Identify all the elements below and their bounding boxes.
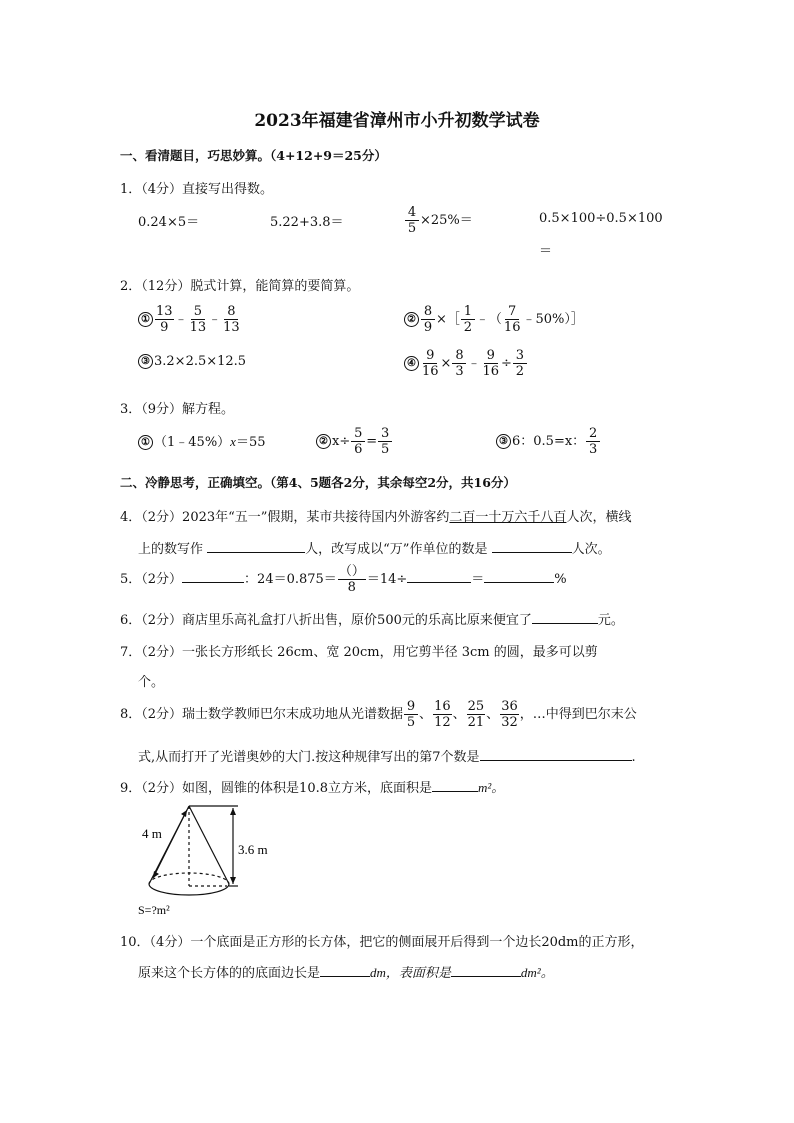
q8-line-1: 8．（2分）瑞士数学教师巴尔末成功地从光谱数据 $\frac{9}{5}$ 、 $\frac{16}{12}$ 、 $\frac{25}{21}$ 、 $\frac{36}{32}$ ，…中得到巴尔末公 bbox=[120, 699, 637, 730]
q4-blank-2[interactable] bbox=[492, 539, 572, 553]
slant-arrow bbox=[153, 810, 187, 878]
q1-item-b: 5.22+3.8＝ bbox=[270, 215, 344, 230]
q5-blank-3[interactable] bbox=[484, 569, 554, 583]
q5-line: 5．（2分） ：24＝0.875＝ $\frac{()}{8}$ ＝14÷ ＝ % bbox=[120, 564, 567, 595]
q6-line: 6．（2分）商店里乐高礼盒打八折出售，原价500元的乐高比原来便宜了 元。 bbox=[120, 609, 624, 628]
q2-expr-3: ③ 3.2×2.5×12.5 bbox=[138, 354, 246, 369]
q1-item-d-equals: ＝ bbox=[539, 244, 553, 259]
q3-equation-3: ③ 6：0.5=x： $\frac{2}{3}$ bbox=[496, 426, 601, 457]
section-2-heading: 二、冷静思考，正确填空。（第4、5题各2分，其余每空2分，共16分） bbox=[120, 475, 516, 490]
section-1-heading: 一、看清题目，巧思妙算。（4+12+9＝25分） bbox=[120, 148, 387, 163]
q3-equation-2: ② x÷ $\frac{5}{6}$ = $\frac{3}{5}$ bbox=[316, 426, 393, 457]
q2-expr-2: ② $\frac{8}{9}$ ×［ $\frac{1}{2}$ ﹣（ $\frac{7}{16}$ ﹣50%）］ bbox=[404, 304, 584, 335]
q1-item-c: $\frac{4}{5}$ ×25%＝ bbox=[404, 205, 473, 236]
q10-line-2: 原来这个长方体的的底面边长是 dm，表面积是 dm²。 bbox=[138, 965, 554, 981]
q7-line-2: 个。 bbox=[138, 675, 165, 690]
q4-line-2: 上的数写作 人，改写成以“万”作单位的数是 人次。 bbox=[138, 538, 611, 557]
base-area-label: S=?m² bbox=[138, 903, 170, 917]
q2-heading: 2．（12分）脱式计算，能简算的要简算。 bbox=[120, 279, 360, 294]
q10-blank-2[interactable] bbox=[451, 963, 521, 977]
q10-blank-1[interactable] bbox=[320, 963, 370, 977]
q3-equation-1: ① （1﹣45%）x＝55 bbox=[138, 431, 266, 450]
cone-right-edge bbox=[189, 806, 229, 884]
q9-blank[interactable] bbox=[432, 778, 478, 792]
q8-line-2: 式,从而打开了光谱奥妙的大门.按这种规律写出的第7个数是 . bbox=[138, 746, 636, 765]
slant-label: 4 m bbox=[142, 826, 162, 841]
q6-blank[interactable] bbox=[532, 610, 598, 624]
q7-line-1: 7．（2分）一张长方形纸长 26cm、宽 20cm，用它剪半径 3cm 的圆，最多可以剪 bbox=[120, 645, 598, 660]
q4-blank-1[interactable] bbox=[207, 539, 305, 553]
q10-line-1: 10．（4分）一个底面是正方形的长方体，把它的侧面展开后得到一个边长20dm的正方形， bbox=[120, 935, 644, 950]
q2-expr-4: ④ $\frac{9}{16}$ × $\frac{8}{3}$ ﹣ $\frac{9}{16}$ ÷ $\frac{3}{2}$ bbox=[404, 348, 528, 379]
q1-item-d: 0.5×100÷0.5×100 bbox=[539, 211, 663, 226]
q9-line: 9．（2分）如图，圆锥的体积是10.8立方米，底面积是 m²。 bbox=[120, 780, 505, 796]
q1-heading: 1．（4分）直接写出得数。 bbox=[120, 182, 274, 197]
page-title: 2023年福建省漳州市小升初数学试卷 bbox=[254, 111, 540, 131]
q8-blank[interactable] bbox=[480, 747, 632, 761]
cone-figure bbox=[130, 800, 290, 920]
q3-heading: 3．（9分）解方程。 bbox=[120, 402, 235, 417]
q1-item-a: 0.24×5＝ bbox=[138, 215, 200, 230]
height-label: 3.6 m bbox=[238, 842, 268, 857]
q2-expr-1: ① $\frac{13}{9}$ ﹣ $\frac{5}{13}$ ﹣ $\frac{8}{13}$ bbox=[138, 304, 242, 335]
q5-blank-2[interactable] bbox=[407, 569, 471, 583]
q5-blank-1[interactable] bbox=[182, 569, 244, 583]
q4-line-1: 4．（2分）2023年“五一”假期，某市共接待国内外游客约二百一十万六千八百人次，横线 bbox=[120, 510, 632, 525]
